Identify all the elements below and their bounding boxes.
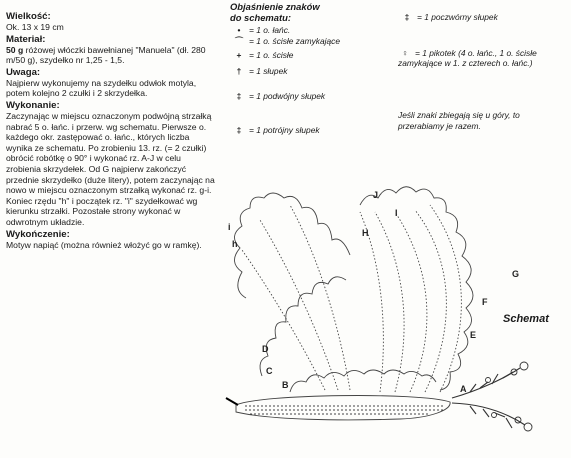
row-letter-a: A [460,384,467,394]
row-letter-f: F [482,297,488,307]
row-letter-g: G [512,269,520,279]
legend-item-text: = 1 pikotek (4 o. łańc., 1 o. ścisłe zamykające w 1. z czterech o. łańc.) [398,48,537,68]
schema-label: Schemat [503,313,549,325]
note-heading: Uwaga: [6,66,41,78]
double-treble-icon: ‡ [236,125,242,135]
legend-item-text: = 1 potrójny słupek [249,125,320,135]
legend-item-text: = 1 słupek [249,66,288,76]
row-letter-h-lower: h [232,239,238,249]
slip-stitch-icon: ⌒ [234,36,244,46]
front-wing [360,205,461,392]
picot-icon: ♀ [401,48,409,58]
legend-item-text: = 1 o. ścisłe zamykające [249,36,341,46]
quadruple-treble-icon: ‡ [404,12,410,22]
row-letter-d: D [262,344,269,354]
antenna-picots [486,362,533,431]
work-text: Zaczynając w miejscu oznaczonym podwójną strzałką nabrać 5 o. łańc. i przerw. wg schematu. Pierwsze o. każdego okr. zastępować o. łańc., których liczba wynika ze schematu. Po zrobieniu 13. rz. (= 2 czułki) obrócić robótkę o 90° i wykonać rz. A-J w celu zrobienia skrzydełek. Od G najpierw zakończyć przednie skrzydełko (duże litery), potem zaczynając na nowo w miejscu oznaczonym strzałką wykonać rz. g-i. Koniec rzędu "h" i początek rz. "i" szydełkować wg kierunku strzałki. Pozostałe strony wykonać w odwrotnym układzie. [6,110,215,227]
single-crochet-icon: + [236,50,242,60]
row-letter-i: I [395,208,398,218]
row-letter-i-lower: i [228,222,231,232]
size-value: Ok. 13 x 19 cm [6,22,64,32]
legend-item-text: = 1 podwójny słupek [249,91,326,101]
row-letter-c: C [266,366,273,376]
material-heading: Materiał: [6,33,46,45]
row-letter-b: B [282,380,289,390]
legend-note: Jeśli znaki zbiegają się u góry, to przerabiamy je razem. [398,110,520,131]
material-amount: 50 g [6,44,24,55]
back-wing [242,205,350,390]
legend-item-text: = 1 o. ścisłe [249,50,294,60]
finish-text: Motyw napiąć (można również włożyć go w ramkę). [6,239,202,250]
back-wing-arcs [234,193,350,298]
finish-heading: Wykończenie: [6,228,70,240]
row-letter-e: E [470,330,477,340]
row-letters [228,190,519,394]
antennae [452,368,525,428]
row-letter-h: H [362,228,369,238]
treble-crochet-icon: ‡ [236,91,242,101]
front-wing-arcs [360,187,473,390]
double-crochet-icon: † [236,66,242,76]
legend-item-text: = 1 o. łańc. [249,25,291,35]
body-outline [236,396,450,420]
work-heading: Wykonanie: [6,99,60,111]
legend-title-line2: do schematu: [230,11,291,23]
chain-stitch-icon: • [237,25,241,35]
size-heading: Wielkość: [6,11,51,22]
note-text: Najpierw wykonujemy na szydełku odwłok motyla, potem kolejno 2 czułki i 2 skrzydełka. [6,77,197,99]
row-letter-j: J [373,190,379,200]
legend-title-line1: Objaśnienie znaków [230,1,320,12]
material-description: różowej włóczki bawełnianej "Manuela" (dł. 280 m/50 g), szydełko nr 1,25 - 1,5. [6,44,206,66]
lower-wing-arcs [260,277,346,376]
legend-item-text: = 1 poczwórny słupek [417,12,498,22]
